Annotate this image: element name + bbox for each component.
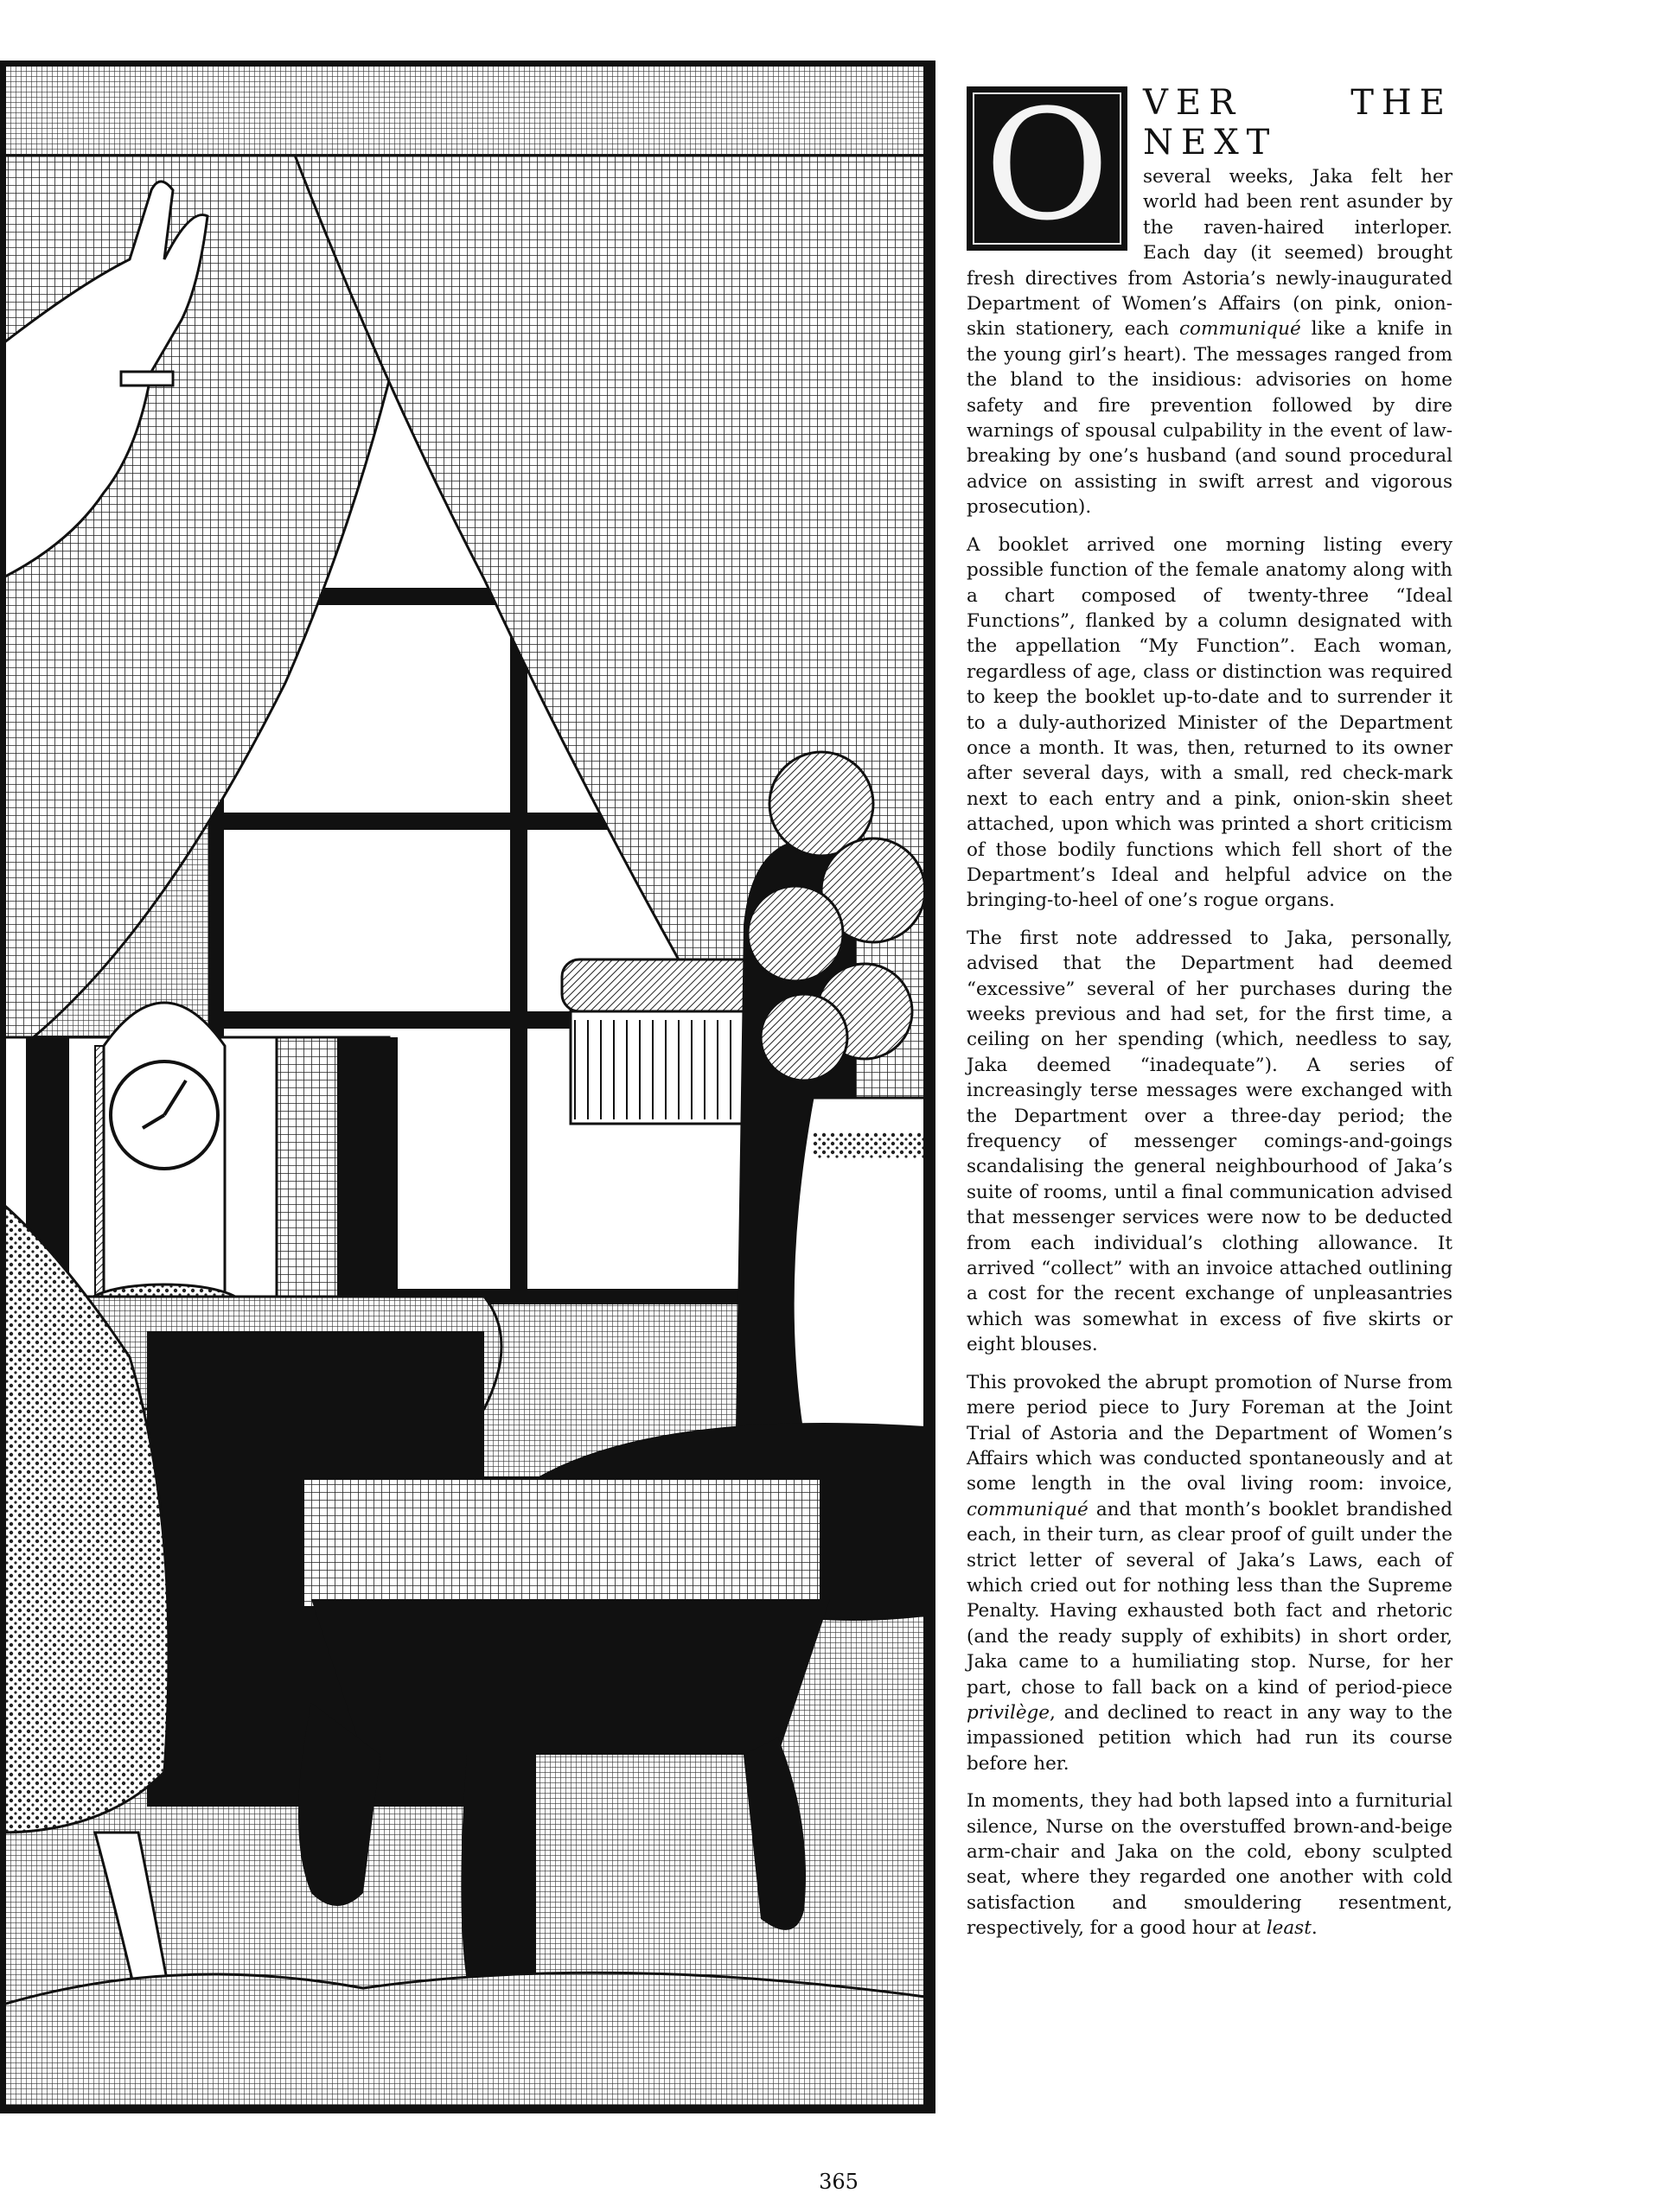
paragraph-4 [967, 1370, 1452, 1777]
drop-cap [967, 77, 1127, 254]
paragraph-4-part-c: , and declined to react in any way to the impassioned petition which had run its course before her. [967, 1701, 1452, 1775]
article-column [967, 77, 1452, 2140]
dome-clock [86, 1003, 242, 1326]
curtain-tassel [562, 959, 761, 1124]
vase-band [813, 1132, 925, 1158]
page-number: 365 [819, 2170, 859, 2194]
lead-paragraph [967, 77, 1452, 520]
paragraph-5-end: . [1311, 1917, 1318, 1940]
paragraph-4-italic-2: privilège [967, 1701, 1050, 1724]
bracelet [121, 372, 173, 386]
paragraph-4-part-a: This provoked the abrupt promotion of Nurse from mere period piece to Jury Foreman at the Joint Trial of Astoria and the Department of Women’s Affairs which was conducted spontaneously and at some length in the oval living room: invoice, [967, 1371, 1452, 1495]
paragraph-5 [967, 1788, 1452, 1941]
paragraph-4-italic-1: communiqué [967, 1498, 1089, 1520]
illustration-panel [0, 61, 942, 2113]
paragraph-2: A booklet arrived one morning listing every possible function of the female anatomy along with a chart composed of twenty-three “Ideal Functions”, flanked by a column designated with the appellation “My Function”. Each woman, regardless of age, class or distinction was required to keep the booklet up-to-date and to surrender it to a duly-authorized Minister of the Department once a month. It was, then, returned to its owner after several days, with a small, red check-mark next to each entry and a pink, onion-skin sheet attached, upon which was printed a short criticism of those bodily functions which fell short of the Department’s Ideal and helpful advice on the bringing-to-heel of one’s rogue organs. [967, 533, 1452, 912]
interior-illustration [0, 61, 942, 2113]
paragraph-5-italic: least [1266, 1917, 1312, 1940]
curtain-valance [0, 61, 925, 156]
paragraph-5-text: In moments, they had both lapsed into a furniturial silence, Nurse on the overstuffed brown-and-beige arm-chair and Jaka on the cold, ebony sculpted seat, where they regarded one another with cold satisfaction and smouldering resentment, respectively, for a good hour at [967, 1790, 1452, 1940]
lead-caps: VER THE NEXT [1143, 83, 1452, 163]
floor-rug [0, 1973, 925, 2113]
paragraph-1-text: several weeks, Jaka felt her world had been rent asunder by the raven-haired interloper. Each day (it seemed) brought fresh directives from Astoria’s newly-inaugurated Department of Women’s Affairs (on pink, onion-skin stationery, each [967, 166, 1452, 341]
paragraph-1-italic: communiqué [1179, 318, 1301, 341]
drop-cap-letter: O [984, 77, 1110, 254]
paragraph-4-part-b: and that month’s booklet brandished each, in their turn, as clear proof of guilt under the strict letter of several of Jaka’s Laws, each of which cried out for nothing less than the Supreme Penalty. Having exhausted both fact and rhetoric (and the ready supply of exhibits) in short order, Jaka came to a humiliating stop. Nurse, for her part, chose to fall back on a kind of period-piece [967, 1498, 1452, 1699]
paragraph-1-end: like a knife in the young girl’s heart). The messages ranged from the bland to the insidious: advisories on home safety and fire prevention followed by dire warnings of spousal culpability in the event of law-breaking by one’s husband (and sound procedural advice on assisting in swift arrest and vigorous prosecution). [967, 318, 1452, 519]
paragraph-3: The first note addressed to Jaka, personally, advised that the Department had deemed “excessive” several of her purchases during the weeks previous and had set, for the first time, a ceiling on her spending (which, needless to say, Jaka deemed “inadequate”). A series of increasingly terse messages were exchanged with the Department over a three-day period; the frequency of messenger comings-and-goings scandalising the general neighbourhood of Jaka’s suite of rooms, until a final communication advised that messenger services were now to be deducted from each individual’s clothing allowance. It arrived “collect” with an invoice attached outlining a cost for the recent exchange of unpleasantries which was somewhat in excess of five skirts or eight blouses. [967, 927, 1452, 1356]
